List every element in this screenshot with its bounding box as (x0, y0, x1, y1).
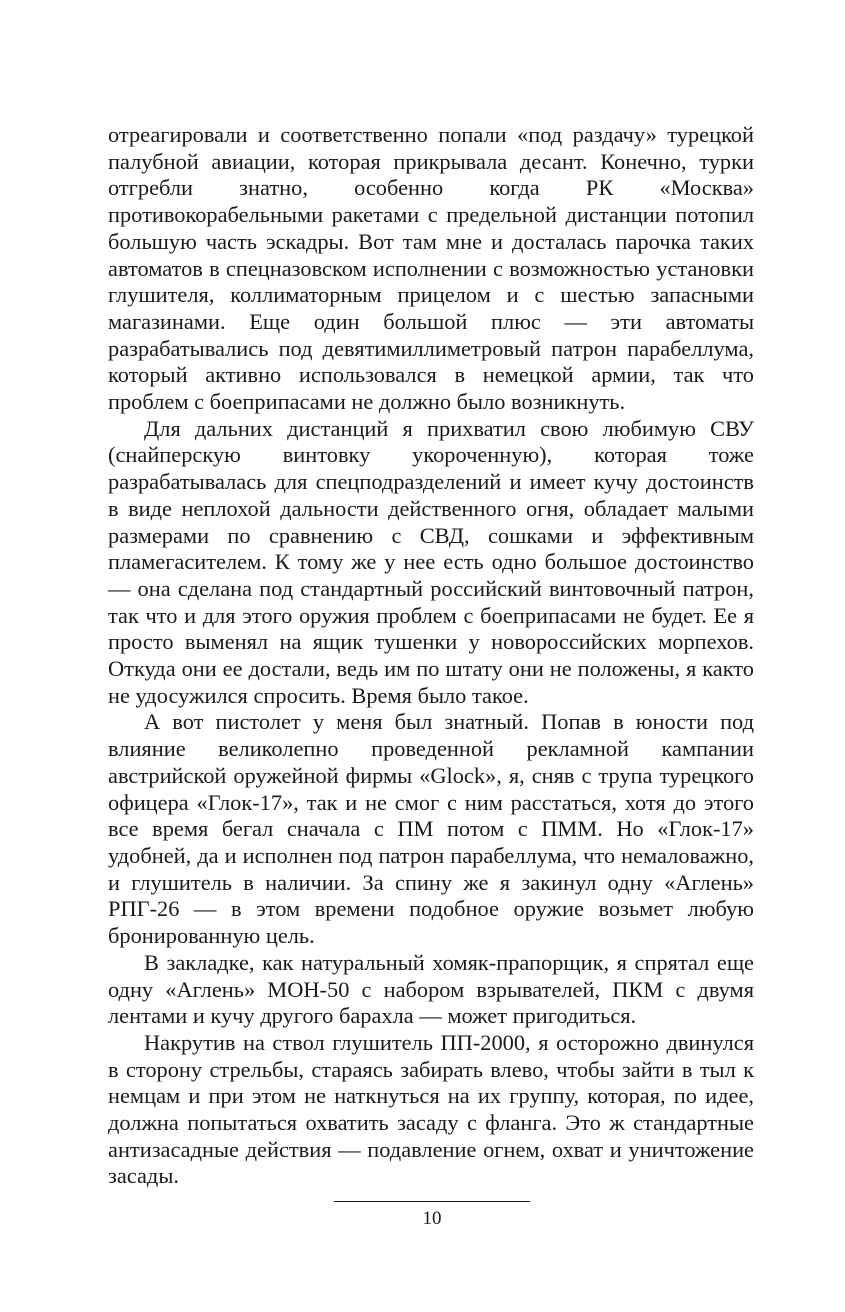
paragraph: А вот пистолет у меня был знатный. Попав в юности под влияние великолепно проведенной рекламной кампании австрийской оружейной фирмы «Glock», я, сняв с трупа турецкого офицера «Глок-17», так и не смог с ним расстаться, хотя до этого все время бегал сначала с ПМ потом с ПММ. Но «Глок-17» удобней, да и исполнен под патрон парабеллума, что немаловажно, и глушитель в наличии. За спину же я закинул одну «Аглень» РПГ-26 — в этом времени подобное оружие возьмет любую бронированную цель. (108, 709, 754, 949)
paragraph: В закладке, как натуральный хомяк-прапорщик, я спрятал еще одну «Аглень» МОН-50 с набором взрывателей, ПКМ с двумя лентами и кучу другого барахла — может пригодиться. (108, 949, 754, 1029)
page-number: 10 (422, 1208, 442, 1229)
paragraph: Накрутив на ствол глушитель ПП-2000, я осторожно двинулся в сторону стрельбы, стараясь забирать влево, чтобы зайти в тыл к немцам и при этом не наткнуться на их группу, которая, по идее, должна попытаться охватить засаду с фланга. Это ж стандартные антизасадные действия — подавление огнем, охват и уничтожение засады. (108, 1029, 754, 1189)
footer-divider (334, 1201, 530, 1202)
page-body-text (108, 122, 754, 1190)
paragraph: отреагировали и соответственно попали «под раздачу» турецкой палубной авиации, которая прикрывала десант. Конечно, турки отгребли знатно, особенно когда РК «Москва» противокорабельными ракетами с предельной дистанции потопил большую часть эскадры. Вот там мне и досталась парочка таких автоматов в спецназовском исполнении с возможностью установки глушителя, коллиматорным прицелом и с шестью запасными магазинами. Еще один большой плюс — эти автоматы разрабатывались под девятимиллиметровый патрон парабеллума, который активно использовался в немецкой армии, так что проблем с боеприпасами не должно было возникнуть. (108, 122, 754, 415)
paragraph: Для дальних дистанций я прихватил свою любимую СВУ (снайперскую винтовку укороченную), которая тоже разрабатывалась для спецподразделений и имеет кучу достоинств в виде неплохой дальности действенного огня, обладает малыми размерами по сравнению с СВД, сошками и эффективным пламегасителем. К тому же у нее есть одно большое достоинство — она сделана под стандартный российский винтовочный патрон, так что и для этого оружия проблем с боеприпасами не будет. Ее я просто выменял на ящик тушенки у новороссийских морпехов. Откуда они ее достали, ведь им по штату они не положены, я както не удосужился спросить. Время было такое. (108, 415, 754, 708)
